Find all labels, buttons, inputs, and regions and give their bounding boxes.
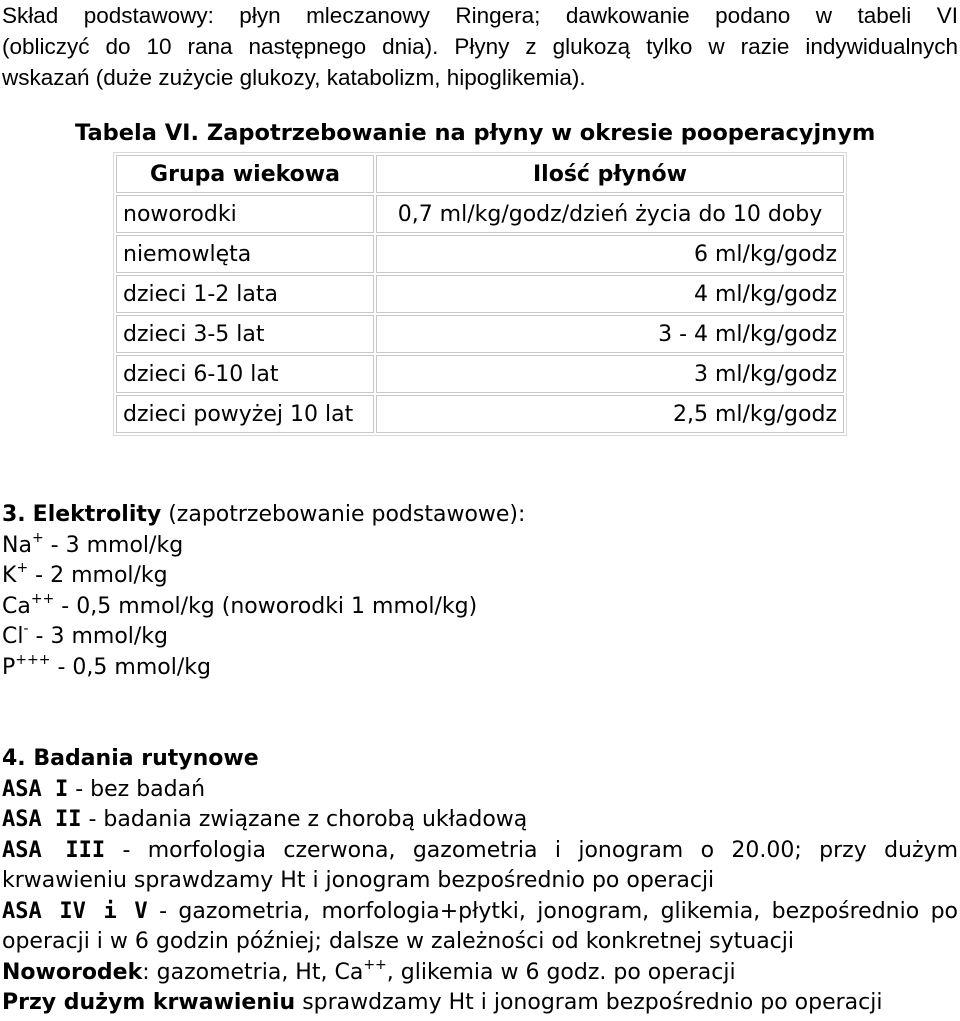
fluid-requirements-table (113, 152, 847, 436)
electrolyte-item (2, 622, 525, 653)
asa-text: - badania związane z chorobą układową (81, 807, 528, 832)
ion-dose: - 0,5 mmol/kg (noworodki 1 mmol/kg) (54, 593, 478, 619)
asa-label: ASA II (2, 807, 82, 832)
ion-charge: ++ (363, 956, 387, 973)
section-title: 4. Badania rutynowe (2, 746, 259, 771)
column-header-fluid-amount: Ilość płynów (376, 155, 844, 193)
routine-tests-heading (2, 744, 958, 775)
table-row (116, 355, 844, 393)
section-title: Elektrolity (32, 502, 162, 527)
age-group-cell: niemowlęta (116, 235, 374, 273)
asa-2-line (2, 805, 958, 836)
newborn-text-rest: , glikemia w 6 godz. po operacji (386, 959, 736, 985)
age-group-cell: dzieci 1-2 lata (116, 275, 374, 313)
table-header-row (116, 155, 844, 193)
section-subtitle: (zapotrzebowanie podstawowe): (161, 502, 526, 527)
table-row (116, 395, 844, 433)
fluid-amount-cell: 3 - 4 ml/kg/godz (376, 315, 844, 353)
ion-charge: + (31, 529, 44, 546)
newborn-label: Noworodek (2, 959, 143, 985)
age-group-cell: dzieci powyżej 10 lat (116, 395, 374, 433)
electrolyte-item (2, 531, 525, 562)
bleeding-line (2, 988, 958, 1019)
age-group-cell: noworodki (116, 195, 374, 233)
fluid-amount-cell: 3 ml/kg/godz (376, 355, 844, 393)
electrolytes-heading (2, 500, 525, 531)
asa-text: - morfologia czerwona, gazometria i jonogram o 20.00; przy dużym (105, 837, 958, 863)
asa-label: ASA I (2, 776, 69, 802)
asa-text: - gazometria, morfologia+płytki, jonogram, glikemia, bezpośrednio po (147, 898, 958, 924)
intro-line: Skład podstawowy: płyn mleczanowy Ringera; dawkowanie podano w tabeli VI (2, 3, 958, 28)
asa-label: ASA III (2, 837, 106, 863)
ion-symbol: Cl (2, 624, 24, 649)
age-group-cell: dzieci 6-10 lat (116, 355, 374, 393)
bleeding-label: Przy dużym krwawieniu (2, 990, 296, 1015)
electrolyte-item (2, 592, 525, 623)
fluid-amount-cell: 0,7 ml/kg/godz/dzień życia do 10 doby (376, 195, 844, 233)
ion-charge: - (23, 621, 29, 637)
asa-label: ASA IV i V (2, 898, 148, 924)
ion-dose: - 2 mmol/kg (28, 563, 168, 588)
table-row (116, 315, 844, 353)
section-number: 3. (2, 502, 26, 527)
electrolyte-item (2, 653, 525, 684)
bleeding-text: sprawdzamy Ht i jonogram bezpośrednio po operacji (295, 990, 883, 1015)
fluid-amount-cell: 6 ml/kg/godz (376, 235, 844, 273)
ion-symbol: K (2, 563, 17, 588)
asa-4-5-line (2, 897, 958, 928)
table-row (116, 195, 844, 233)
ion-charge: + (16, 560, 29, 576)
ion-symbol: Ca (2, 593, 31, 619)
asa-3-line (2, 836, 958, 867)
ion-symbol: P (2, 654, 16, 680)
newborn-line (2, 958, 958, 989)
intro-paragraph (2, 0, 958, 93)
ion-dose: - 3 mmol/kg (28, 624, 169, 649)
table-row (116, 235, 844, 273)
asa-4-5-continuation: operacji i w 6 godzin później; dalsze w zależności od konkretnej sytuacji (2, 929, 794, 954)
routine-tests-section (2, 744, 958, 1019)
ion-dose: - 0,5 mmol/kg (50, 654, 211, 680)
table-caption: Tabela VI. Zapotrzebowanie na płyny w okresie pooperacyjnym (75, 120, 876, 146)
ion-charge: +++ (15, 651, 51, 668)
asa-text: - bez badań (68, 776, 206, 802)
electrolyte-item (2, 561, 525, 592)
ion-dose: - 3 mmol/kg (43, 532, 184, 558)
asa-1-line (2, 775, 958, 806)
age-group-cell: dzieci 3-5 lat (116, 315, 374, 353)
table-row (116, 275, 844, 313)
electrolytes-section (2, 500, 525, 683)
fluid-amount-cell: 2,5 ml/kg/godz (376, 395, 844, 433)
newborn-text: : gazometria, Ht, Ca (142, 959, 364, 985)
ion-charge: ++ (30, 590, 55, 607)
asa-3-continuation: krwawieniu sprawdzamy Ht i jonogram bezpośrednio po operacji (2, 868, 715, 893)
ion-symbol: Na (2, 532, 32, 558)
intro-line: (obliczyć do 10 rana następnego dnia). Płyny z glukozą tylko w razie indywidualnych (2, 34, 958, 59)
column-header-age-group: Grupa wiekowa (116, 155, 374, 193)
intro-line: wskazań (duże zużycie glukozy, katabolizm, hipoglikemia). (2, 65, 586, 90)
fluid-amount-cell: 4 ml/kg/godz (376, 275, 844, 313)
